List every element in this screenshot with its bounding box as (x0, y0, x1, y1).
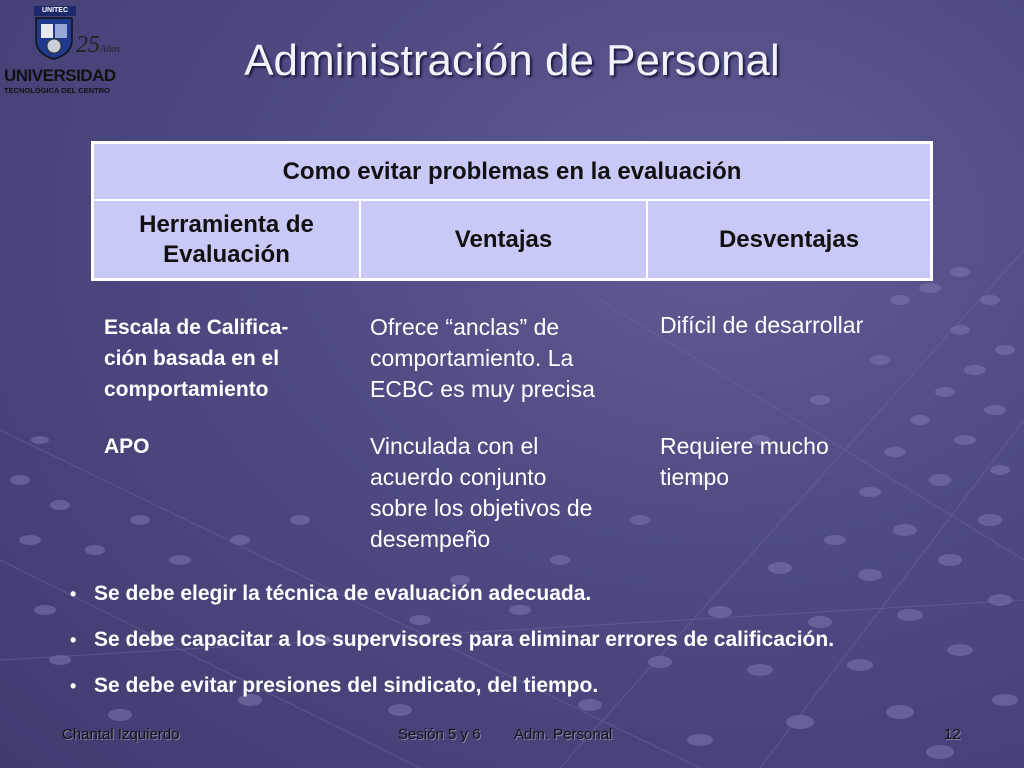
logo-anniversary: 25Años (76, 32, 120, 58)
list-item-text: Se debe elegir la técnica de evaluación adecuada. (94, 582, 592, 605)
footer-session: Sesión 5 y 6 (398, 726, 481, 743)
bullet-icon: • (70, 630, 77, 650)
row2-dis-line: tiempo (660, 464, 730, 490)
list-item-text: Se debe capacitar a los supervisores para eliminar errores de calificación. (94, 628, 835, 651)
row1-disadvantages (660, 310, 863, 341)
header-tool: Herramienta de Evaluación (93, 200, 361, 280)
row1-dis-line: Difícil de desarrollar (660, 312, 864, 338)
row1-advantages (370, 312, 595, 405)
row2-dis-line: Requiere mucho (660, 433, 829, 459)
row1-adv-line: ECBC es muy precisa (370, 376, 595, 402)
slide-title: Administración de Personal (244, 36, 780, 85)
row1-tool-line: comportamiento (104, 378, 269, 401)
footer-author: Chantal Izquierdo (62, 726, 180, 743)
row2-adv-line: sobre los objetivos de (370, 495, 593, 521)
row2-disadvantages (660, 431, 829, 493)
logo-badge: UNITEC (34, 6, 76, 16)
row2-tool-line: APO (104, 435, 150, 458)
list-item (70, 622, 834, 668)
row1-tool-line: Escala de Califica- (104, 316, 289, 339)
row1-adv-line: Ofrece “anclas” de (370, 314, 560, 340)
evaluation-header-table (91, 141, 933, 281)
bullet-icon: • (70, 676, 77, 696)
recommendation-list (70, 576, 834, 714)
row1-tool (104, 312, 288, 405)
row1-tool-line: ción basada en el (104, 347, 280, 370)
bullet-icon: • (70, 584, 77, 604)
row2-adv-line: desempeño (370, 526, 491, 552)
list-item (70, 576, 834, 622)
footer-course: Adm. Personal (514, 726, 613, 743)
row2-advantages (370, 431, 592, 555)
list-item (70, 668, 834, 714)
table-caption: Como evitar problemas en la evaluación (93, 143, 932, 201)
header-advantages: Ventajas (360, 200, 647, 280)
row2-adv-line: Vinculada con el (370, 433, 539, 459)
page-number: 12 (944, 726, 961, 743)
logo-subtitle: TECNOLÓGICA DEL CENTRO (4, 86, 110, 95)
row1-adv-line: comportamiento. La (370, 345, 574, 371)
row2-tool (104, 431, 150, 462)
row2-adv-line: acuerdo conjunto (370, 464, 547, 490)
header-disadvantages: Desventajas (647, 200, 932, 280)
logo-name: UNIVERSIDAD (4, 66, 116, 85)
list-item-text: Se debe evitar presiones del sindicato, del tiempo. (94, 674, 599, 697)
